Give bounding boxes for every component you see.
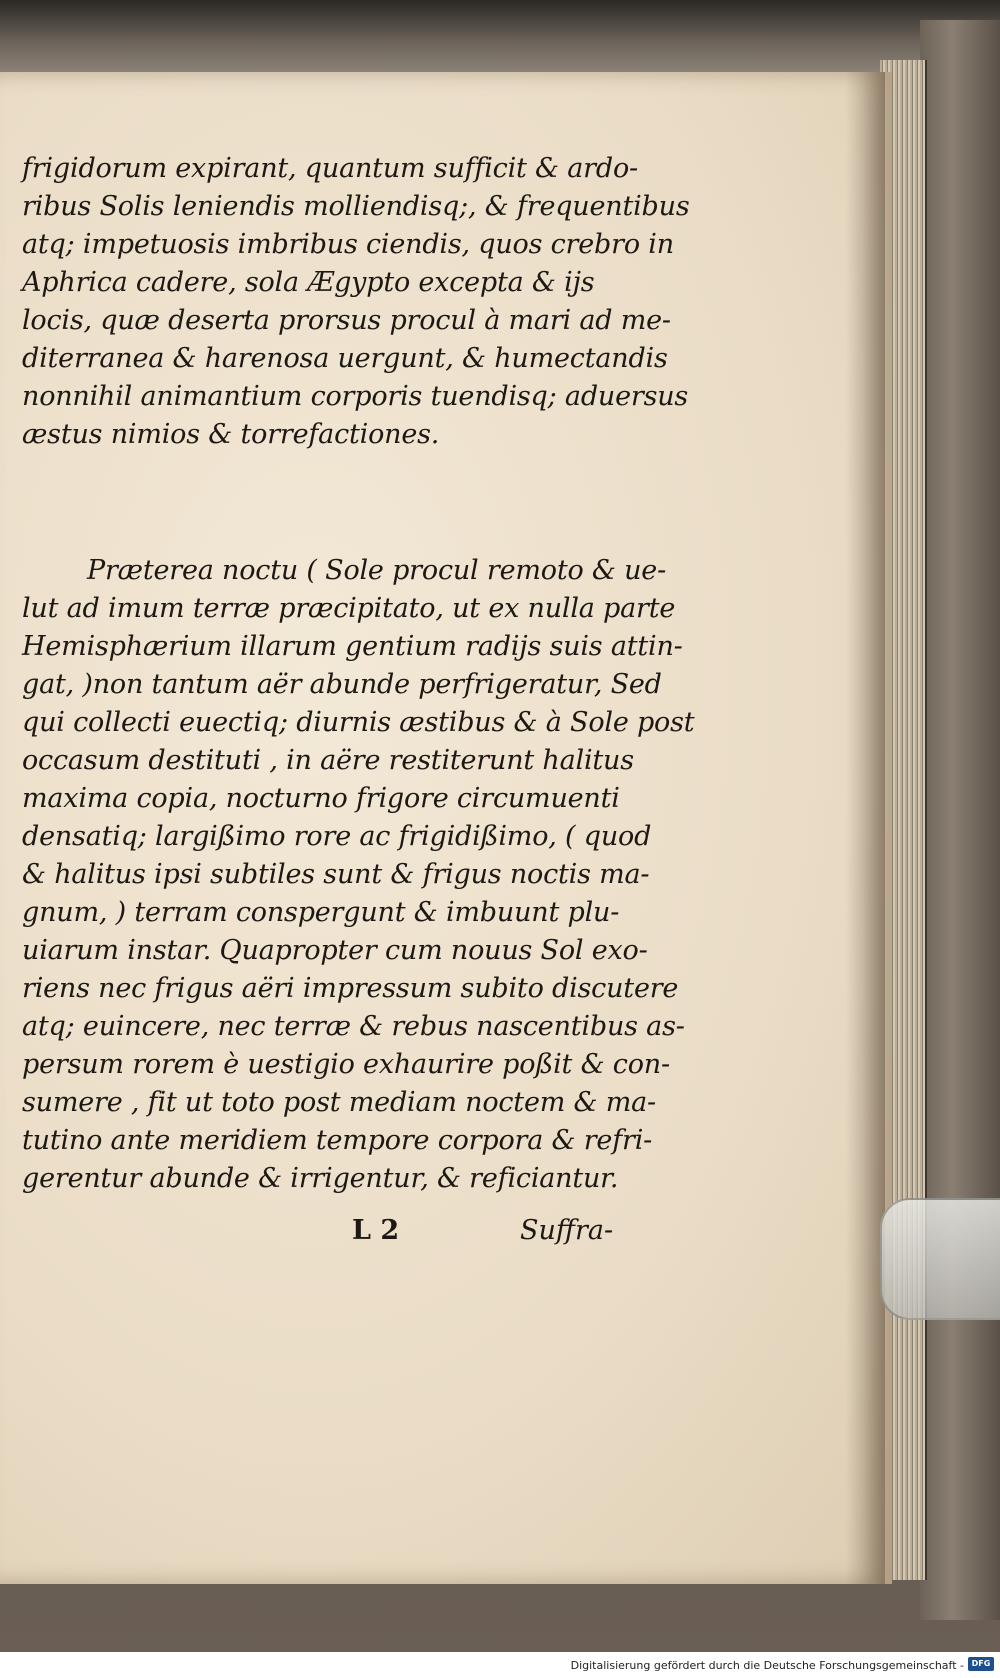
dfg-logo-icon: DFG bbox=[968, 1657, 994, 1671]
text-line: qui collecti euectiq; diurnis æstibus & à Sole post bbox=[22, 707, 695, 738]
text-line: nonnihil animantium corporis tuendisq; aduersus bbox=[22, 381, 689, 412]
digitization-footer bbox=[0, 1652, 1000, 1678]
paragraph-gap bbox=[22, 454, 674, 552]
text-line: & halitus ipsi subtiles sunt & frigus noctis ma- bbox=[22, 859, 650, 890]
text-line: riens nec frigus aëri impressum subito discutere bbox=[22, 973, 679, 1004]
text-line: gat, )non tantum aër abunde perfrigeratur, Sed bbox=[22, 669, 662, 700]
text-line: Præterea noctu ( Sole procul remoto & ue- bbox=[87, 555, 667, 586]
paragraph-2 bbox=[22, 552, 695, 1198]
footer-credit: Digitalisierung gefördert durch die Deutsche Forschungsgemeinschaft - bbox=[570, 1659, 964, 1672]
page-text bbox=[22, 150, 695, 1198]
gutter-shadow bbox=[845, 72, 885, 1584]
text-line: diterranea & harenosa uergunt, & humectandis bbox=[22, 343, 668, 374]
text-line: ribus Solis leniendis molliendisq;, & frequentibus bbox=[22, 191, 690, 222]
text-line: gnum, ) terram conspergunt & imbuunt plu- bbox=[22, 897, 620, 928]
text-line: æstus nimios & torrefactiones. bbox=[22, 419, 440, 450]
text-line: sumere , fit ut toto post mediam noctem & ma- bbox=[22, 1087, 656, 1118]
paragraph-1 bbox=[22, 150, 690, 454]
page-marker-tab bbox=[880, 1198, 1000, 1320]
text-line: Aphrica cadere, sola Ægypto excepta & ijs bbox=[22, 267, 595, 298]
book-cover-board bbox=[920, 20, 1000, 1620]
catchword: Suffra- bbox=[520, 1215, 614, 1246]
text-line: uiarum instar. Quapropter cum nouus Sol exo- bbox=[22, 935, 648, 966]
text-line: occasum destituti , in aëre restiterunt halitus bbox=[22, 745, 634, 776]
book-top-edge bbox=[0, 0, 1000, 75]
text-line: atq; euincere, nec terræ & rebus nascentibus as- bbox=[22, 1011, 685, 1042]
text-line: persum rorem è uestigio exhaurire poßit & con- bbox=[22, 1049, 670, 1080]
text-line: locis, quæ deserta prorsus procul à mari ad me- bbox=[22, 305, 671, 336]
text-line: gerentur abunde & irrigentur, & reficiantur. bbox=[22, 1163, 619, 1194]
text-line: tutino ante meridiem tempore corpora & refri- bbox=[22, 1125, 653, 1156]
text-line: atq; impetuosis imbribus ciendis, quos crebro in bbox=[22, 229, 674, 260]
signature-mark: L 2 bbox=[352, 1215, 400, 1246]
text-line: densatiq; largißimo rore ac frigidißimo, ( quod bbox=[22, 821, 652, 852]
text-line: lut ad imum terræ præcipitato, ut ex nulla parte bbox=[22, 593, 676, 624]
text-line: frigidorum expirant, quantum sufficit & ardo- bbox=[22, 153, 638, 184]
text-line: maxima copia, nocturno frigore circumuenti bbox=[22, 783, 620, 814]
text-line: Hemisphærium illarum gentium radijs suis attin- bbox=[22, 631, 683, 662]
